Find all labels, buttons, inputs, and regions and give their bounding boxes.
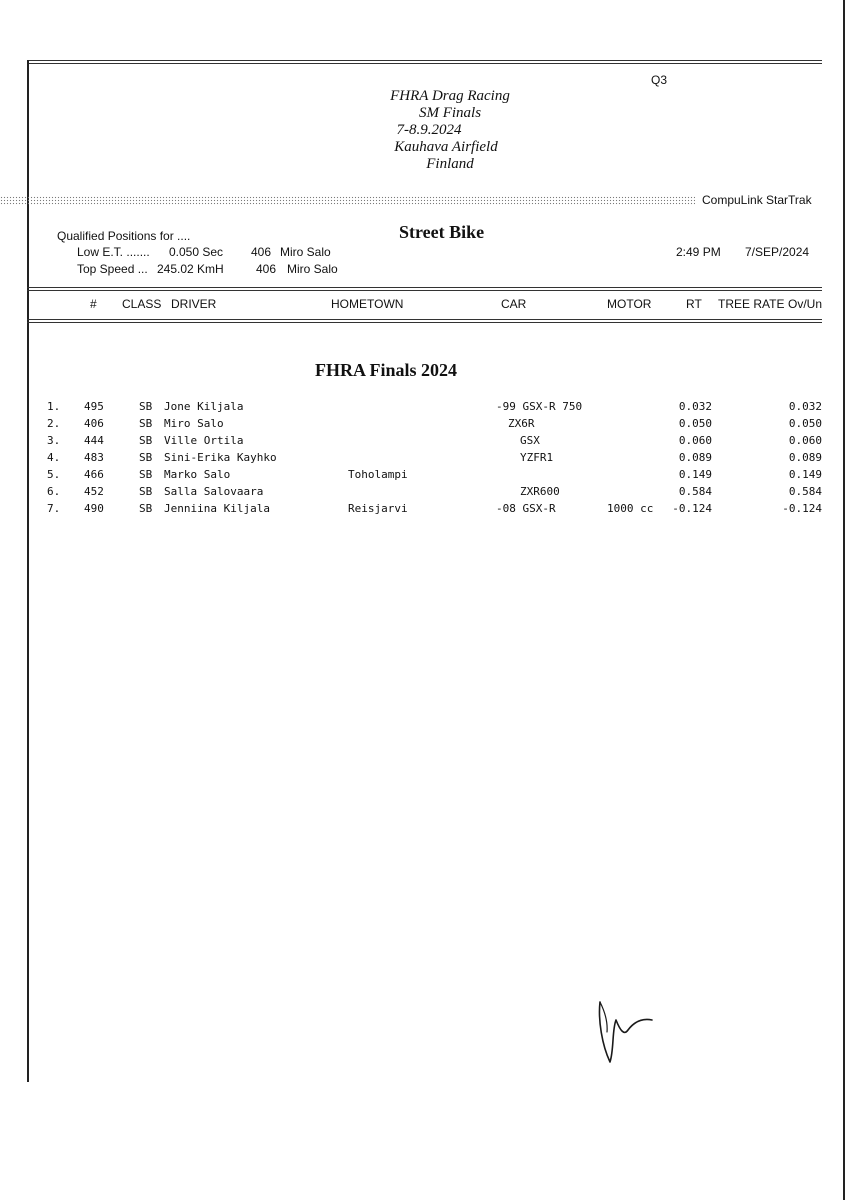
row-ov-un: 0.089: [788, 451, 822, 464]
event-title-line-2: SM Finals: [418, 105, 482, 121]
row-position: 6.: [47, 485, 61, 498]
low-et-label: Low E.T. .......: [77, 245, 150, 259]
system-label: CompuLink StarTrak: [702, 193, 812, 207]
low-et-number: 406: [251, 245, 272, 259]
col-header-number: #: [90, 297, 97, 311]
table-row: [0, 502, 848, 519]
row-driver: Marko Salo: [164, 468, 231, 481]
row-position: 1.: [47, 400, 61, 413]
row-ov-un: 0.032: [788, 400, 822, 413]
col-header-car: CAR: [501, 297, 527, 311]
qualified-heading: Qualified Positions for ....: [57, 229, 191, 243]
row-class: SB: [139, 417, 153, 430]
row-driver: Ville Ortila: [164, 434, 244, 447]
row-class: SB: [139, 502, 153, 515]
row-position: 2.: [47, 417, 61, 430]
top-speed-driver: Miro Salo: [287, 262, 338, 276]
top-speed-number: 406: [256, 262, 277, 276]
report-date: 7/SEP/2024: [745, 245, 810, 259]
row-position: 7.: [47, 502, 61, 515]
col-header-rt: RT: [686, 297, 702, 311]
col-header-hometown: HOMETOWN: [331, 297, 404, 311]
row-position: 5.: [47, 468, 61, 481]
row-position: 4.: [47, 451, 61, 464]
col-header-driver: DRIVER: [171, 297, 217, 311]
row-class: SB: [139, 485, 153, 498]
event-title-line-3: 7-8.9.2024: [396, 122, 462, 138]
event-title-line-1: FHRA Drag Racing: [390, 88, 510, 104]
dotted-separator: [0, 196, 695, 205]
row-rt: -0.124: [672, 502, 712, 515]
header-rule-bottom-2: [27, 322, 822, 323]
table-row: [0, 468, 848, 485]
col-header-tree-rate: TREE RATE: [718, 297, 785, 311]
row-ov-un: 0.050: [788, 417, 822, 430]
table-row: [0, 485, 848, 502]
low-et-driver: Miro Salo: [280, 245, 331, 259]
row-ov-un: 0.584: [788, 485, 822, 498]
row-class: SB: [139, 451, 153, 464]
row-car: -99 GSX-R 750: [496, 400, 583, 413]
col-header-class: CLASS: [122, 297, 162, 311]
row-number: 490: [84, 502, 104, 515]
row-driver: Jone Kiljala: [164, 400, 244, 413]
table-row: [0, 451, 848, 468]
row-car: ZX6R: [508, 417, 535, 430]
row-class: SB: [139, 400, 153, 413]
row-number: 483: [84, 451, 104, 464]
col-header-motor: MOTOR: [607, 297, 652, 311]
frame-top-line: [27, 60, 822, 61]
header-rule-bottom: [27, 319, 822, 320]
table-row: [0, 400, 848, 417]
row-car: YZFR1: [520, 451, 554, 464]
row-position: 3.: [47, 434, 61, 447]
handwritten-signature: [590, 990, 660, 1070]
row-number: 466: [84, 468, 104, 481]
section-title: FHRA Finals 2024: [315, 360, 458, 380]
row-rt: 0.060: [678, 434, 712, 447]
row-ov-un: -0.124: [782, 502, 822, 515]
row-driver: Miro Salo: [164, 417, 224, 430]
row-class: SB: [139, 434, 153, 447]
report-code: Q3: [651, 73, 668, 87]
row-number: 406: [84, 417, 104, 430]
row-class: SB: [139, 468, 153, 481]
row-driver: Sini-Erika Kayhko: [164, 451, 277, 464]
row-driver: Salla Salovaara: [164, 485, 264, 498]
table-row: [0, 434, 848, 451]
header-rule-top: [27, 287, 822, 288]
frame-top-line-inner: [27, 63, 822, 64]
header-rule-top-2: [27, 290, 822, 291]
row-car: GSX: [520, 434, 540, 447]
row-number: 452: [84, 485, 104, 498]
row-ov-un: 0.149: [788, 468, 822, 481]
row-rt: 0.149: [678, 468, 712, 481]
report-time: 2:49 PM: [676, 245, 721, 259]
col-header-ov-un: Ov/Un: [788, 297, 823, 311]
low-et-value: 0.050 Sec: [169, 245, 224, 259]
row-motor: 1000 cc: [607, 502, 654, 515]
page-right-edge: [843, 0, 845, 1200]
row-hometown: Toholampi: [348, 468, 408, 481]
row-rt: 0.584: [678, 485, 712, 498]
class-title: Street Bike: [399, 222, 485, 242]
top-speed-value: 245.02 KmH: [157, 262, 224, 276]
table-row: [0, 417, 848, 434]
row-car: ZXR600: [520, 485, 560, 498]
row-rt: 0.089: [678, 451, 712, 464]
row-driver: Jenniina Kiljala: [164, 502, 270, 515]
frame-left-border: [27, 60, 29, 1082]
row-car: -08 GSX-R: [496, 502, 556, 515]
top-speed-label: Top Speed ...: [77, 262, 148, 276]
row-ov-un: 0.060: [788, 434, 822, 447]
event-title-line-4: Kauhava Airfield: [394, 139, 498, 155]
row-hometown: Reisjarvi: [348, 502, 408, 515]
row-number: 495: [84, 400, 104, 413]
row-rt: 0.050: [678, 417, 712, 430]
event-title-line-5: Finland: [426, 156, 474, 172]
row-number: 444: [84, 434, 104, 447]
row-rt: 0.032: [678, 400, 712, 413]
